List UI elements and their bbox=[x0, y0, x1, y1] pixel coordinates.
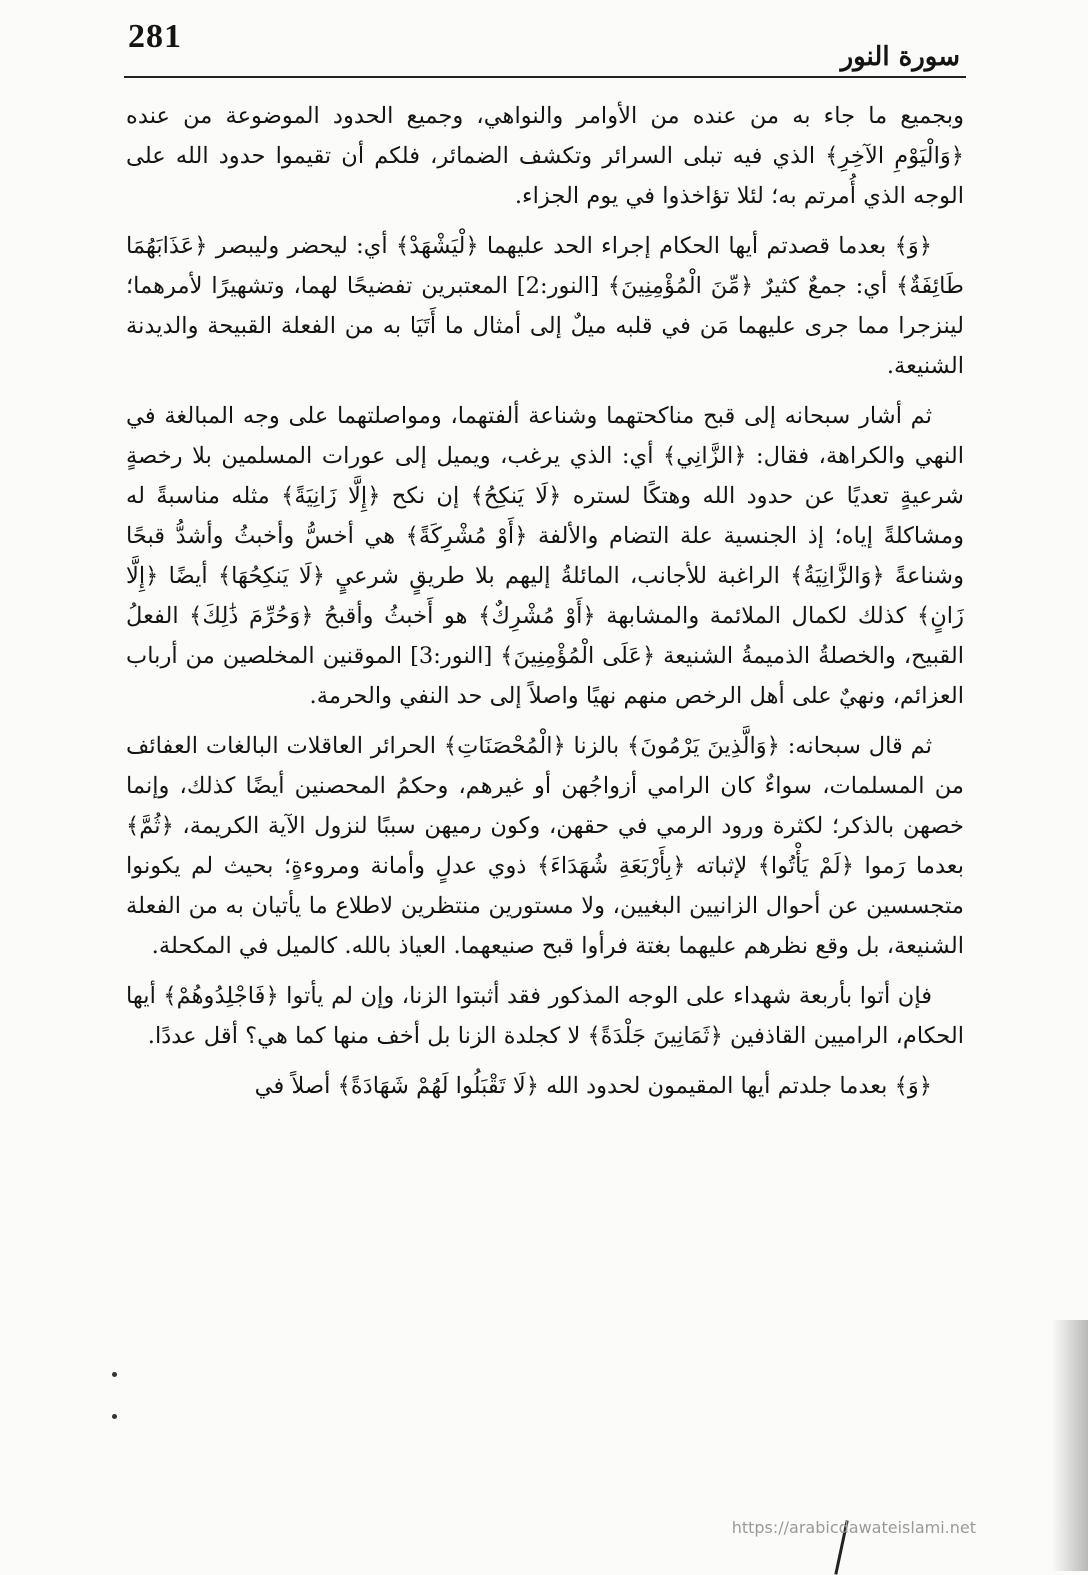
surah-title: سورة النور bbox=[840, 42, 960, 72]
paragraph-6: ﴿وَ﴾ بعدما جلدتم أيها المقيمون لحدود الله ﴿لَا تَقْبَلُوا لَهُمْ شَهَادَةً﴾ أصلاً في bbox=[254, 1073, 932, 1099]
paragraph-5: فإن أتوا بأربعة شهداء على الوجه المذكور فقد أثبتوا الزنا، وإن لم يأتوا ﴿فَاجْلِدُوهُمْ﴾ أيها الحكام، الراميين القاذفين ﴿ثَمَانِينَ جَلْدَةً﴾ لا كجلدة الزنا بل أخف منها كما هي؟ أقل عددًا. bbox=[126, 983, 964, 1049]
page-number: 281 bbox=[128, 18, 182, 55]
header-divider bbox=[124, 76, 966, 78]
paragraph-4: ثم قال سبحانه: ﴿وَالَّذِينَ يَرْمُونَ﴾ بالزنا ﴿الْمُحْصَنَاتِ﴾ الحرائر العاقلات البالغات العفائف من المسلمات، سواءٌ كان الرامي أزواجُهن أو غيرهم، وحكمُ المحصنين أيضًا كذلك، وإنما خصهن بالذكر؛ لكثرة ورود الرمي في حقهن، وكون رميهن سببًا لنزول الآية الكريمة، ﴿ثُمَّ﴾ بعدما رَموا ﴿لَمْ يَأْتُوا﴾ لإثباته ﴿بِأَرْبَعَةِ شُهَدَاءَ﴾ ذوي عدلٍ وأمانة ومروءةٍ؛ بحيث لم يكونوا متجسسين عن أحوال الزانيين البغيين، ولا مستورين منتظرين لاطلاع ما يأتيان به من الفعلة الشنيعة، بل وقع نظرهم عليهما بغتة فرأوا قبح صنيعهما. العياذ بالله. كالميل في المكحلة. bbox=[126, 733, 964, 959]
paragraph-3: ثم أشار سبحانه إلى قبح مناكحتهما وشناعة ألفتهما، ومواصلتهما على وجه المبالغة في النهي والكراهة، فقال: ﴿الزَّانِي﴾ أي: الذي يرغب، ويميل إلى عورات المسلمين بلا رخصةٍ شرعيةٍ تعديًا عن حدود الله وهتكًا لستره ﴿لَا يَنكِحُ﴾ إن نكح ﴿إِلَّا زَانِيَةً﴾ مثله مناسبةً له ومشاكلةً إياه؛ إذ الجنسية علة التضام والألفة ﴿أَوْ مُشْرِكَةً﴾ هي أخسُّ وأخبثُ وأشدُّ قبحًا وشناعةً ﴿وَالزَّانِيَةُ﴾ الراغبة للأجانب، المائلةُ إليهم بلا طريقٍ شرعيٍ ﴿لَا يَنكِحُهَا﴾ أيضًا ﴿إِلَّا زَانٍ﴾ كذلك لكمال الملائمة والمشابهة ﴿أَوْ مُشْرِكٌ﴾ هو أَخبثُ وأقبحُ ﴿وَحُرِّمَ ذَٰلِكَ﴾ الفعلُ القبيح، والخصلةُ الذميمةُ الشنيعة ﴿عَلَى الْمُؤْمِنِينَ﴾ [النور:3] الموقنين المخلصين من أرباب العزائم، ونهيٌ على أهل الرخص منهم نهيًا واصلاً إلى حد النفي والحرمة. bbox=[126, 403, 964, 709]
watermark-url: https://arabicdawateislami.net bbox=[731, 1518, 976, 1537]
margin-dot bbox=[112, 1372, 117, 1377]
margin-dot bbox=[112, 1414, 117, 1419]
scan-edge-shadow bbox=[1052, 1320, 1088, 1571]
paragraph-1: وبجميع ما جاء به من عنده من الأوامر والنواهي، وجميع الحدود الموضوعة من عنده ﴿وَالْيَوْمِ الآخِرِ﴾ الذي فيه تبلى السرائر وتكشف الضمائر، فلكم أن تقيموا حدود الله على الوجه الذي أُمرتم به؛ لئلا تؤاخذوا في يوم الجزاء. bbox=[126, 103, 964, 209]
paragraph-2: ﴿وَ﴾ بعدما قصدتم أيها الحكام إجراء الحد عليهما ﴿لْيَشْهَدْ﴾ أي: ليحضر وليبصر ﴿عَذَابَهُمَا طَائِفَةٌ﴾ أي: جمعٌ كثيرٌ ﴿مِّنَ الْمُؤْمِنِينَ﴾ [النور:2] المعتبرين تفضيحًا لهما، وتشهيرًا لأمرهما؛ لينزجرا مما جرى عليهما مَن في قلبه ميلٌ إلى أمثال ما أَتَيَا به من الفعلة القبيحة والديدنة الشنيعة. bbox=[126, 233, 964, 379]
page-body bbox=[126, 96, 964, 1116]
